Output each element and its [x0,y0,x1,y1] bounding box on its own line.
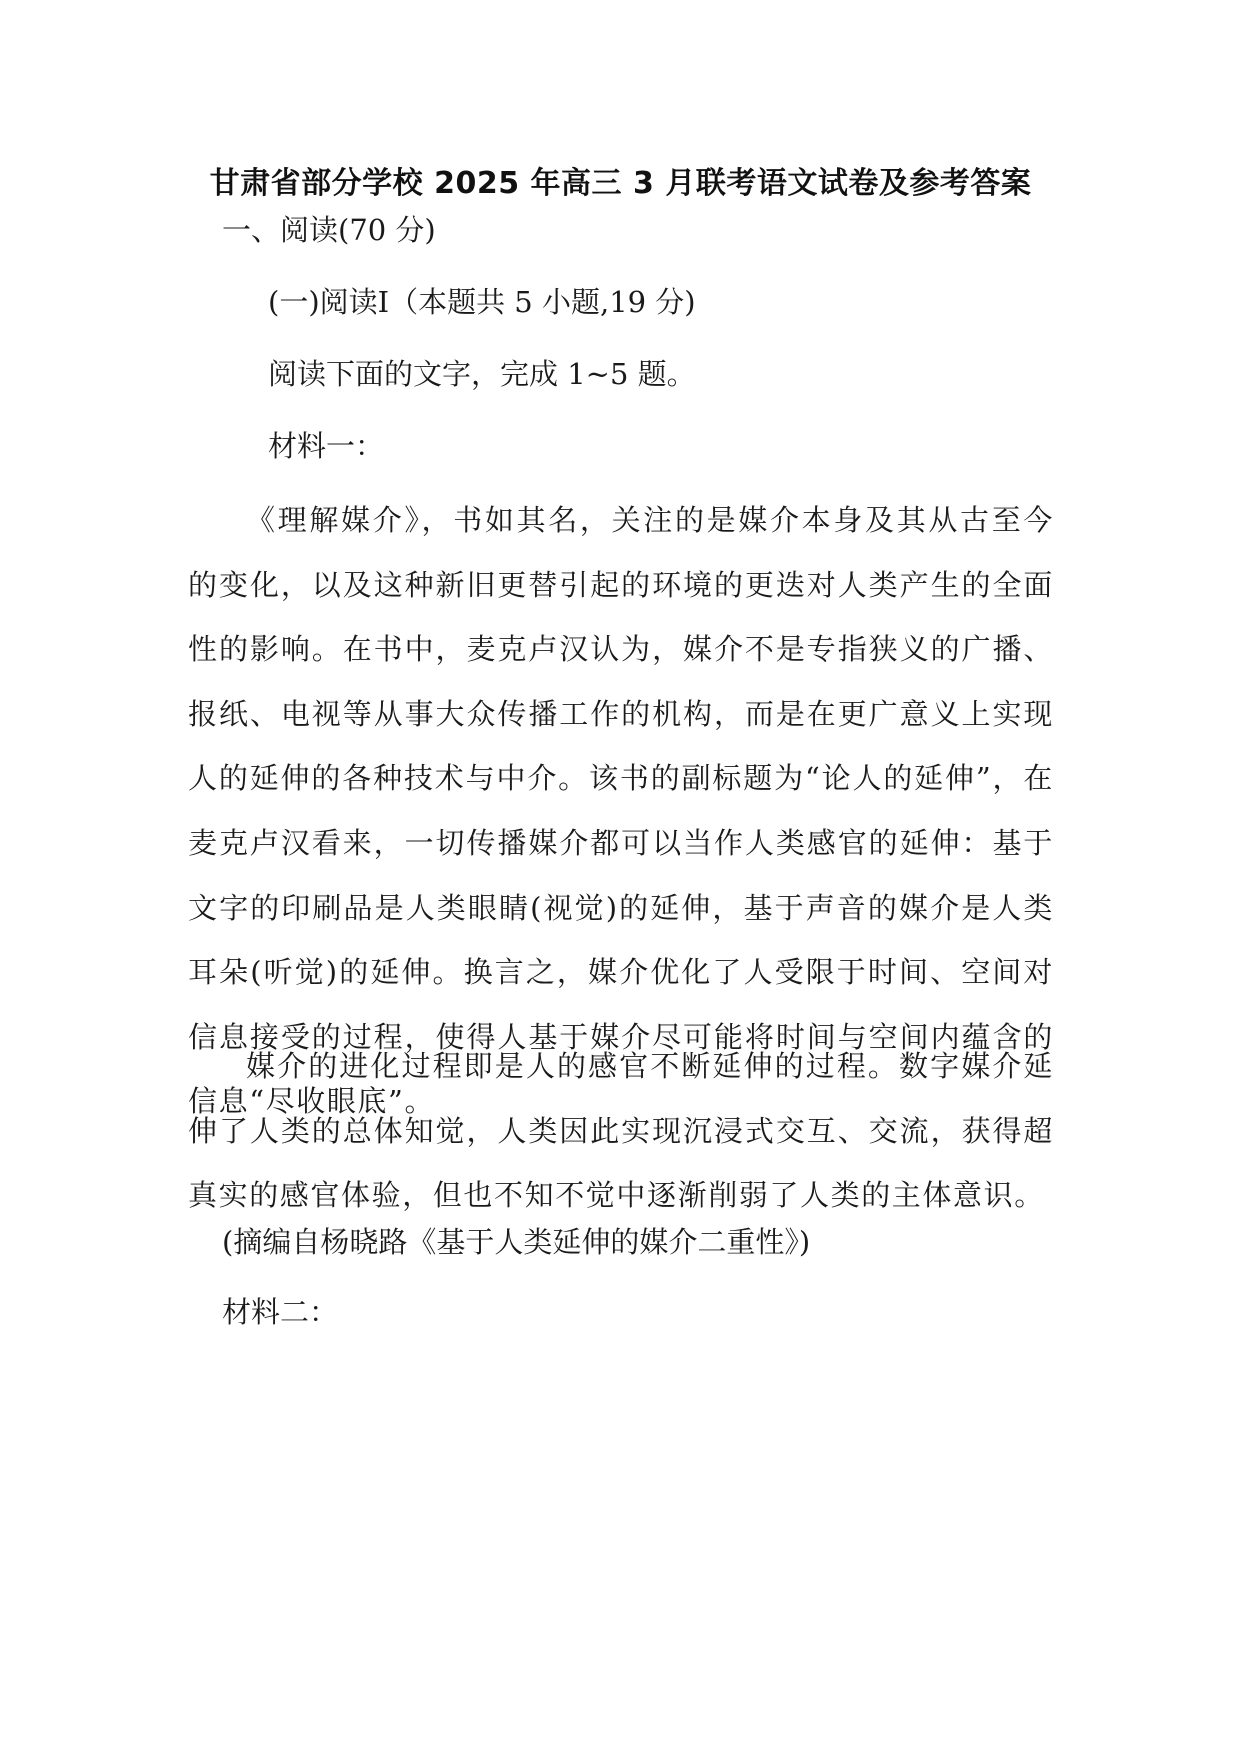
section-heading: 一、阅读(70 分) [222,213,436,247]
subsection-heading: (一)阅读Ⅰ（本题共 5 小题,19 分) [268,285,696,319]
instruction-text: 阅读下面的文字，完成 1~5 题。 [268,357,696,391]
paragraph-material-one-continued: 媒介的进化过程即是人的感官不断延伸的过程。数字媒介延伸了人类的总体知觉，人类因此实现沉浸式交互、交流，获得超真实的感官体验，但也不知不觉中逐渐削弱了人类的主体意识。 [188,1049,1054,1213]
paragraph-material-one: 《理解媒介》，书如其名，关注的是媒介本身及其从古至今的变化，以及这种新旧更替引起的环境的更迭对人类产生的全面性的影响。在书中，麦克卢汉认为，媒介不是专指狭义的广播、报纸、电视等从事大众传播工作的机构，而是在更广意义上实现人的延伸的各种技术与中介。该书的副标题为“论人的延伸”，在麦克卢汉看来，一切传播媒介都可以当作人类感官的延伸：基于文字的印刷品是人类眼睛(视觉)的延伸，基于声音的媒介是人类耳朵(听觉)的延伸。换言之，媒介优化了人受限于时间、空间对信息接受的过程，使得人基于媒介尽可能将时间与空间内蕴含的信息“尽收眼底”。 [188,503,1054,1119]
source-note: (摘编自杨晓路《基于人类延伸的媒介二重性》) [222,1225,811,1259]
material-two-label: 材料二： [222,1295,339,1329]
material-one-label: 材料一： [268,429,385,463]
document-title: 甘肃省部分学校 2025 年高三 3 月联考语文试卷及参考答案 [209,166,1032,201]
